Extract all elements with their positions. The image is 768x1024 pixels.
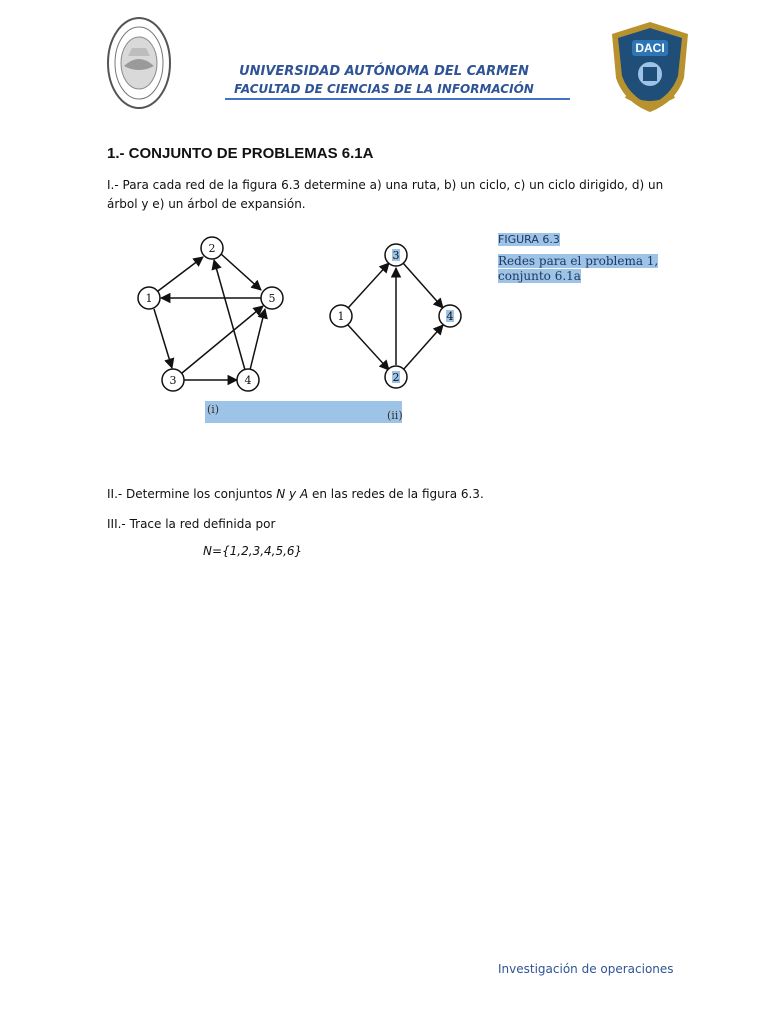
- problem-2-variables: N y A: [276, 487, 309, 501]
- node-ii-4-label: 4: [446, 310, 454, 323]
- header-divider: [225, 98, 570, 100]
- problem-2-prefix: II.- Determine los conjuntos: [107, 487, 277, 501]
- faculty-name: FACULTAD DE CIENCIAS DE LA INFORMACIÓN: [234, 82, 534, 96]
- node-i-1-label: 1: [145, 292, 153, 305]
- figure-caption: [498, 232, 658, 284]
- node-i-4-label: 4: [244, 374, 252, 387]
- figure-caption-line-2: conjunto 6.1a: [498, 269, 581, 283]
- problem-3-equation: N={1,2,3,4,5,6}: [203, 544, 303, 558]
- logo-text: DACI: [635, 41, 665, 55]
- network-i-label: (i): [207, 403, 220, 416]
- node-ii-2-label: 2: [392, 371, 400, 384]
- problem-3-text: III.- Trace la red definida por: [107, 517, 276, 531]
- figure-caption-title: FIGURA 6.3: [498, 233, 560, 246]
- footer-course-name: Investigación de operaciones: [498, 962, 674, 976]
- problem-2-text: [107, 485, 667, 504]
- node-i-2-label: 2: [208, 242, 216, 255]
- network-i-nodes: [138, 237, 283, 391]
- figure-caption-line-1: Redes para el problema 1,: [498, 254, 659, 268]
- section-title: 1.- CONJUNTO DE PROBLEMAS 6.1A: [107, 145, 374, 162]
- university-name: UNIVERSIDAD AUTÓNOMA DEL CARMEN: [239, 64, 529, 79]
- node-ii-1-label: 1: [337, 310, 345, 323]
- network-ii-label: (ii): [387, 409, 403, 422]
- problem-2-suffix: en las redes de la figura 6.3.: [308, 487, 484, 501]
- node-i-5-label: 5: [268, 292, 276, 305]
- network-ii-edges: [348, 263, 443, 370]
- figure-label-highlight: [205, 401, 402, 423]
- network-i-edges: [154, 254, 265, 380]
- node-ii-3-label: 3: [392, 249, 400, 262]
- problem-1-text: I.- Para cada red de la figura 6.3 determine a) una ruta, b) un ciclo, c) un ciclo dirigido, d) un árbol y e) un árbol de expansión.: [107, 178, 664, 211]
- node-i-3-label: 3: [169, 374, 177, 387]
- figure-6-3-networks: [130, 232, 480, 402]
